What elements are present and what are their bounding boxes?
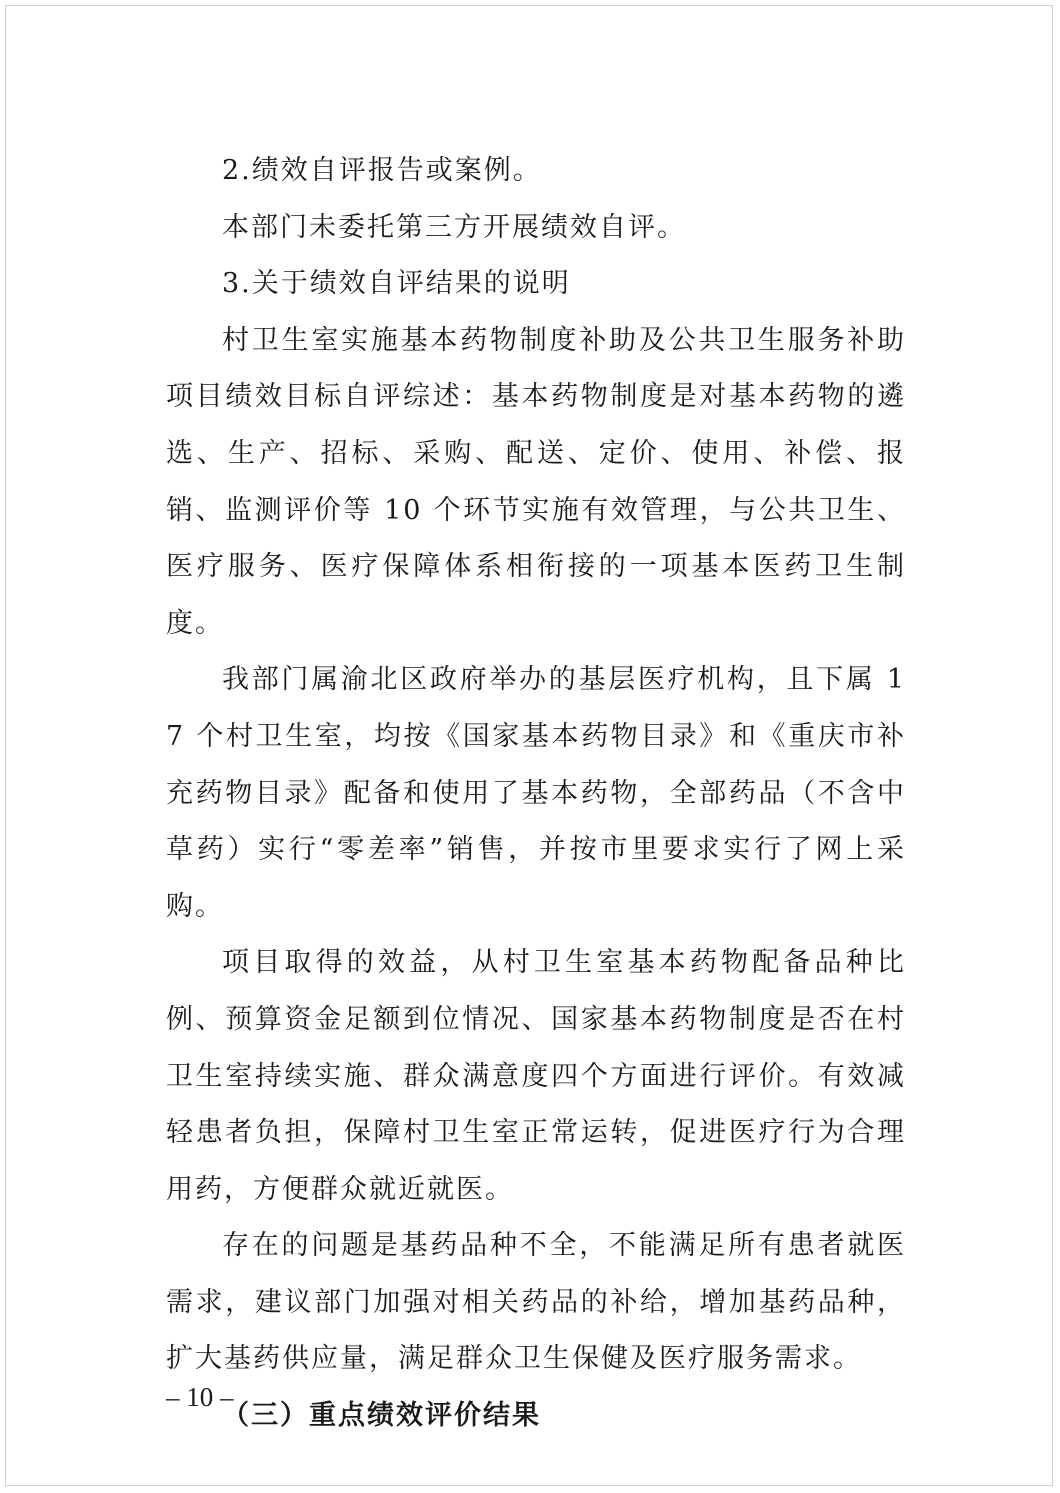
document-body [166,143,906,1445]
paragraph-benefits: 项目取得的效益，从村卫生室基本药物配备品种比例、预算资金足额到位情况、国家基本药物制度是否在村卫生室持续实施、群众满意度四个方面进行评价。有效减轻患者负担，保障村卫生室正常运转，促进医疗行为合理用药，方便群众就近就医。 [166,947,906,1205]
paragraph-results-explanation-heading: 3.关于绩效自评结果的说明 [222,268,571,300]
paragraph-department-info: 我部门属渝北区政府举办的基层医疗机构，且下属 17 个村卫生室，均按《国家基本药物目录》和《重庆市补充药物目录》配备和使用了基本药物，全部药品（不含中草药）实行“零差率”销售，并按市里要求实行了网上采购。 [166,664,906,922]
paragraph-summary: 村卫生室实施基本药物制度补助及公共卫生服务补助项目绩效目标自评综述：基本药物制度是对基本药物的遴选、生产、招标、采购、配送、定价、使用、补偿、报销、监测评价等 10 个环节实施有效管理，与公共卫生、医疗服务、医疗保障体系相衔接的一项基本医药卫生制度。 [166,324,906,639]
paragraph-self-evaluation-report: 2.绩效自评报告或案例。 [222,155,542,186]
paragraph-third-party-note: 本部门未委托第三方开展绩效自评。 [222,211,686,243]
section-heading-key-results: （三）重点绩效评价结果 [222,1400,541,1432]
page-number: – 10 – [166,1382,234,1412]
paragraph-problems: 存在的问题是基药品种不全，不能满足所有患者就医需求，建议部门加强对相关药品的补给，增加基药品种，扩大基药供应量，满足群众卫生保健及医疗服务需求。 [166,1230,906,1375]
